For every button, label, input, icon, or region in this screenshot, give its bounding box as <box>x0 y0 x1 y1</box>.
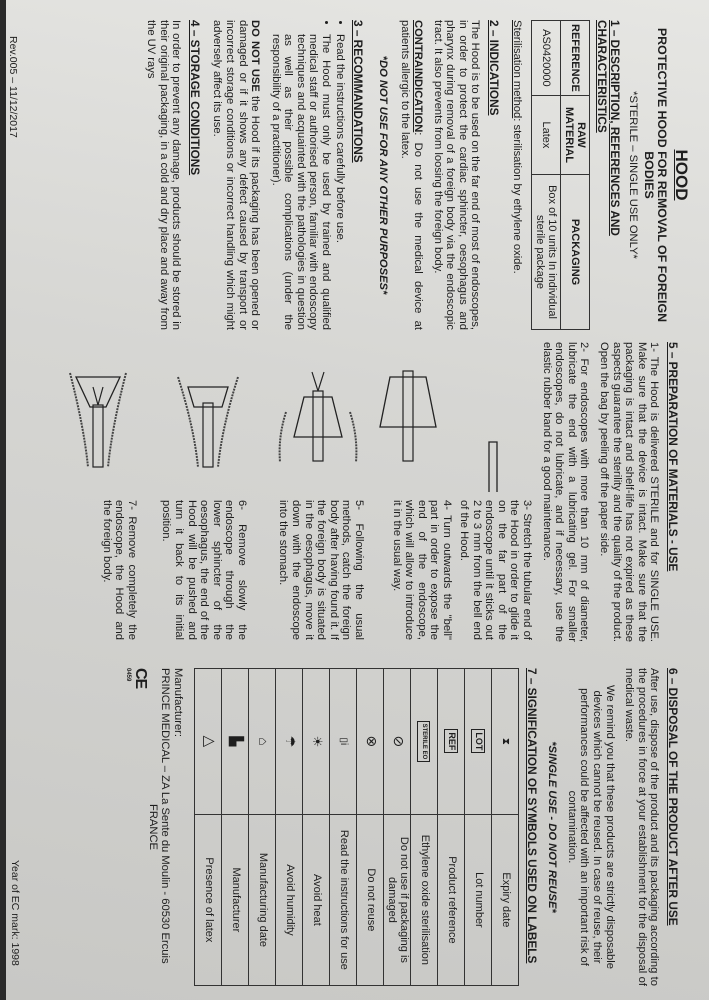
revision-footer: Rev.005 – 11/12/2017 <box>7 36 19 138</box>
storage-text: In order to prevent any damage, products should be stored in their original packaging, in a cold and dry place and away from the UV rays <box>144 20 183 330</box>
hourglass-icon: ⧗ <box>499 737 511 745</box>
document-page <box>6 0 709 1000</box>
reuse-reminder: We remind you that these products are strictly disposable devices which cannot be reused. In case of reuse, their performances could be affected with an important risk of contamination. <box>565 685 616 969</box>
symbol-row: ⧗ Expiry date <box>492 669 519 986</box>
symbol-row: ▙ Manufacturer <box>222 669 249 986</box>
ref-cell-reference: AS0420000 <box>531 21 560 96</box>
ref-icon: REF <box>444 729 458 753</box>
hood-removed-illustration <box>43 342 153 492</box>
column-middle <box>0 342 679 642</box>
recommendations-list <box>269 20 346 330</box>
reference-table <box>531 20 590 330</box>
instructions-icon: ▯i <box>337 737 349 746</box>
disposal-text: After use, dispose of the product and its packaging according to the procedures in force at your establishment for the disposal of medical waste. <box>623 668 661 986</box>
step-7-text: 7- Remove completely the endoscope, the Hood and the foreign body. <box>100 500 139 640</box>
symbol-row: △ Presence of latex <box>195 669 222 986</box>
ref-header-reference: REFERENCE <box>560 21 589 96</box>
contraindication: CONTRAINDICATION: Do not use the medical device at patients allergic to the latex. <box>399 20 425 330</box>
step-3-text: 3- Stretch the tubular end of the Hood in order to glide it on the far part of the endoscope until it sticks out 2 to 3 mm from the bell end of the Hood. <box>458 500 534 640</box>
ref-cell-packaging: Box of 10 units In individual sterile package <box>531 175 560 330</box>
section-2-heading: 2 – INDICATIONS <box>487 20 502 116</box>
ref-header-packaging: PACKAGING <box>560 175 589 330</box>
remove-through-sphincter-illustration <box>153 342 263 492</box>
preparation-step-1: 1- The Hood is delivered STERILE and for SINGLE USE. Make sure that the device is intact. Make sure that the packaging is intact and shelf-life has not expired as these aspects guarantee the sterility and the quality of the product. Open the bag by peeling off the paper side. <box>598 342 661 642</box>
symbol-row: ⊘ Do not use if packaging is damaged <box>384 669 411 986</box>
symbol-row: ☀ Avoid heat <box>303 669 330 986</box>
recommendation-item: • The Hood must only be used by trained and qualified medical staff or authorised person, familiar with endoscopy techniques and acquainted with the pathologies in question as well as their possible complications (under the responsibility of a practitioner). <box>269 34 332 330</box>
manufacturer-country: FRANCE <box>146 804 159 850</box>
illustrated-steps <box>0 342 533 642</box>
latex-icon: △ <box>200 735 218 748</box>
manufacturing-date-icon: ⌂ <box>255 737 271 746</box>
manufacturer-icon: ▙ <box>228 736 244 747</box>
other-purposes-warning: *DO NOT USE FOR ANY OTHER PURPOSES* <box>376 55 389 295</box>
symbol-row: LOT Lot number <box>465 669 492 986</box>
recommendation-item: • Read the instructions carefully before use. <box>333 34 346 330</box>
damaged-package-icon: ⊘ <box>390 735 407 748</box>
indications-text: The Hood is to be used on the far end of most of endoscopes, in order to protect the cardiac sphincter, oesophagus and pharynx during removal of a foreign body via the endoscopic tract. It also prevents from loosing the foreign body. <box>431 20 482 330</box>
ref-cell-material: Latex <box>531 95 560 174</box>
section-1-heading: 1 – DESCRIPTION, REFERENCES AND CHARACTERISTICS <box>595 20 622 236</box>
sterile-eo-icon: STERILE EO <box>417 721 431 763</box>
column-left <box>137 20 691 330</box>
ec-year-footer: Year of EC mark: 1998 <box>9 860 21 966</box>
symbol-row: ⊗ Do not reuse <box>357 669 384 986</box>
symbol-row: STERILE EO Ethylene oxide sterilisation <box>411 669 438 986</box>
manufacturer-address: PRINCE MEDICAL – ZA La Sente du Moulin - 60530 Ercuis <box>159 668 172 964</box>
lot-icon: LOT <box>471 729 485 753</box>
section-5-heading: 5 – PREPARATION OF MATERIALS - USE <box>666 342 680 572</box>
section-3-heading: 3 – RECOMMANDATIONS <box>351 20 366 163</box>
preparation-step-2: 2- For endoscopes with more than 10 mm of diameter, lubricate the end with a lubricating gel. For smaller endoscopes, do not lubricate, and if necessary, use the elastic rubber band for a good maintenance. <box>540 342 591 642</box>
catch-foreign-body-illustration <box>263 342 373 492</box>
symbol-row: ☂ Avoid humidity <box>276 669 303 986</box>
single-use-warning: *SINGLE USE - DO NOT REUSE* <box>546 741 559 913</box>
step-6-text: 6- Remove slowly the endoscope through the lower sphincter of the oesophagus, the end of the Hood will be pushed and turn it back to its initial position. <box>160 500 249 640</box>
document-subtitle: *STERILE – SINGLE USE ONLY* <box>627 91 640 259</box>
ref-header-material: RAW MATERIAL <box>560 95 589 174</box>
do-not-reuse-icon: ⊗ <box>363 735 380 748</box>
manufacturer-label: Manufacturer: <box>172 668 185 738</box>
ce-mark-icon: CE 0459 <box>124 668 150 689</box>
section-7-heading: 7 – SIGNIFICATION OF SYMBOLS USED ON LABELS <box>524 668 539 964</box>
step-5-text: 5- Following the usual methods, catch the foreign body after having found it. If the foreign body is situated in the oesophagus, move it down with the endoscope into the stomach. <box>277 500 366 640</box>
avoid-heat-icon: ☀ <box>309 735 325 748</box>
avoid-humidity-icon: ☂ <box>282 735 298 748</box>
symbol-row: ⌂ Manufacturing date <box>249 669 276 986</box>
section-6-heading: 6 – DISPOSAL OF THE PRODUCT AFTER USE <box>666 668 680 926</box>
column-right <box>121 668 679 986</box>
section-4-heading: 4 – STORAGE CONDITIONS <box>187 20 202 176</box>
symbol-row: ▯i Read the instructions for use <box>330 669 357 986</box>
sterilisation-method: Sterilisation method: sterilisation by ethylene oxide. <box>510 20 523 274</box>
step-4-text: 4- Turn outwards the "bell" part in order to expose the end of the endoscope, which will allow to introduce it in the usual way. <box>390 500 454 640</box>
symbol-row: REF Product reference <box>438 669 465 986</box>
do-not-use-text: DO NOT USE the Hood if its packaging has been opened or damaged or if it shows any defect caused by transport or incorrect storage conditions or incorrect handling which might adversely affect its use. <box>211 20 262 330</box>
product-name: HOOD <box>672 149 691 201</box>
document-title: PROTECTIVE HOOD FOR REMOVAL OF FOREIGN BODIES <box>641 27 670 323</box>
manufacturer-block <box>121 668 184 986</box>
symbols-table <box>194 668 519 986</box>
